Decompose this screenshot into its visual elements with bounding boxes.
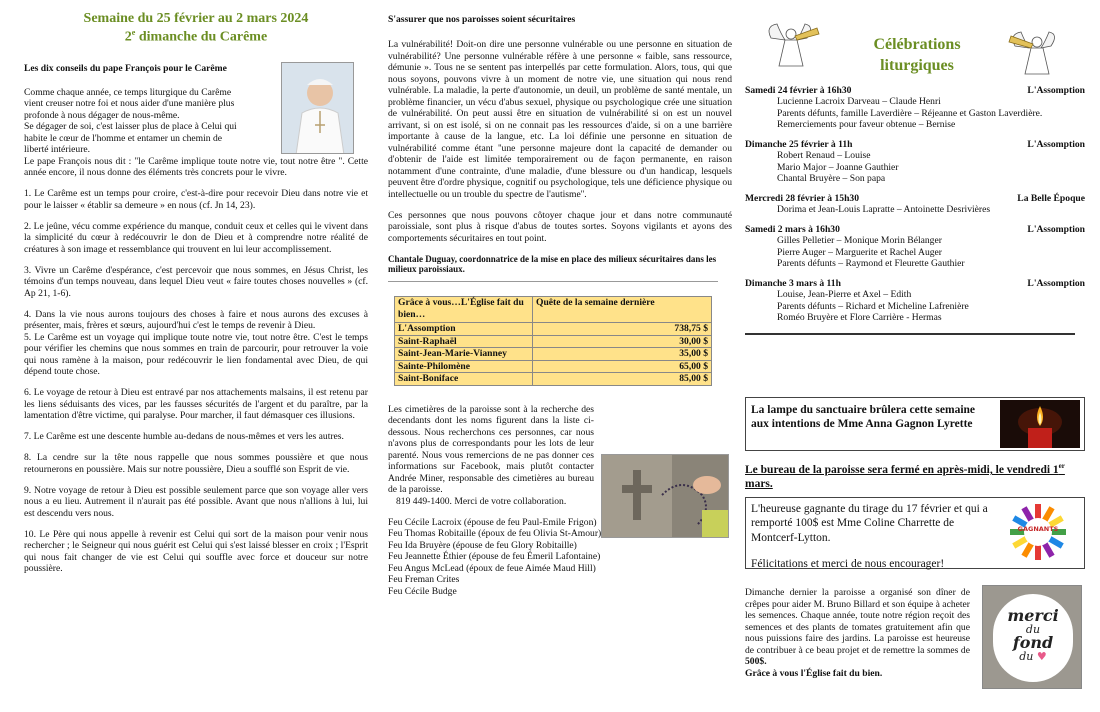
celebration-block: [745, 85, 1085, 131]
parish-name: Saint-Jean-Marie-Vianney: [395, 348, 533, 361]
sunday-title: 2e dimanche du Carême: [124, 28, 268, 45]
advice-7: 7. Le Carême est une descente humble au-dedans de nous-mêmes et vers les autres.: [24, 431, 344, 443]
celebration-place: L'Assomption: [1027, 84, 1085, 96]
parish-amount: 35,00 $: [533, 348, 712, 361]
advice-3: 3. Vivre un Carême d'espérance, c'est percevoir que nous sommes, en Jésus Christ, les témoins d'un temps nouveau, dans lequel Dieu veut « faire toutes choses nouvelles » (cf. Ap 21, 1-6).: [24, 264, 368, 299]
column-security-collection: [388, 0, 732, 712]
cemetery-phone: 819 449-1400. Merci de votre collaboration.: [396, 495, 567, 507]
celebration-block: [745, 278, 1085, 324]
celebration-date: Mercredi 28 février à 15h30: [745, 192, 860, 204]
winners-badge: [1006, 504, 1070, 560]
divider: [745, 333, 1075, 335]
celebration-date: Dimanche 3 mars à 11h: [745, 277, 841, 289]
candle-photo: [1000, 400, 1080, 448]
table-row: [395, 373, 712, 386]
advice-6: 6. Le voyage de retour à Dieu est entravé par nos attachements malsains, il est retenu par les liens séduisants des vices, par les fausses sécurités de l'argent et du paraître, par la lamentation d'être victime, qui paralyse. Pour marcher, il faut démasquer ces illusions.: [24, 387, 368, 422]
winner-text: L'heureuse gagnante du tirage du 17 février et qui a remporté 100$ est Mme Coline Charrette de Montcerf-Lytton.: [751, 503, 988, 544]
advice-9: 9. Notre voyage de retour à Dieu est possible seulement parce que son voyage aller vers nous a eu lieu. Autrement il n'aurait pas été possible. Avant que nous n'allions à lui, lui est descendu vers nous.: [24, 484, 368, 519]
cemetery-text: Les cimetières de la paroisse sont à la recherche des decendants dont les noms figurent dans la liste ci-dessous. Nous recherchons ces personnes, car nous n'avons plus de correspondants pour les lots de leur parenté. Nous vous remercions de ne pas donner ces informations sur Facebook, mais plutôt contacter Andrée Miner, responsable des cimetières au bureau de la paroisse.: [388, 403, 594, 496]
rosary-photo: [601, 454, 729, 538]
winner-congrats: Félicitations et merci de nous encourager!: [751, 558, 945, 571]
dinner-text: Dimanche dernier la paroisse a organisé son dîner de crêpes pour aider M. Bruno Billard et son équipe à acheter les semences. Chaque année, toute notre région reçoit des semences et des plants de tomates gratuitement afin que nous puissions faire des jardins. La paroisse est heureuse de contribuer à ce beau projet et de remettre la sommes de 500$.: [745, 587, 970, 667]
parish-amount: 738,75 $: [533, 323, 712, 336]
security-heading: S'assurer que nos paroisses soient sécuritaires: [388, 14, 576, 25]
gagnants-label: GAGNANTS: [1017, 525, 1059, 533]
crepe-dinner-notice: [745, 587, 970, 679]
parish-amount: 65,00 $: [533, 360, 712, 373]
office-closure-notice: Le bureau de la paroisse sera fermé en après-midi, le vendredi 1er mars.: [745, 462, 1065, 491]
security-signature: Chantale Duguay, coordonnatrice de la mise en place des milieux sécuritaires dans les milieux paroissiaux.: [388, 253, 717, 275]
celebration-place: L'Assomption: [1027, 138, 1085, 150]
angel-trumpet-icon: [763, 20, 821, 76]
celebrations-list: [745, 85, 1085, 324]
celebration-place: L'Assomption: [1027, 223, 1085, 235]
advice-1: 1. Le Carême est un temps pour croire, c'est-à-dire pour recevoir Dieu dans notre vie et pour le laisser « établir sa demeure » en nous (cf. Jn 14, 23).: [24, 188, 368, 211]
table-row: [395, 360, 712, 373]
parish-amount: 30,00 $: [533, 335, 712, 348]
list-item: Louise, Jean-Pierre et Axel – Edith: [777, 289, 912, 301]
celebration-block: [745, 139, 1085, 185]
parish-name: Sainte-Philomène: [395, 360, 533, 373]
advice-2: 2. Le jeûne, vécu comme expérience du manque, conduit ceux et celles qui le vivent dans la simplicité du cœur à redécouvrir le don de Dieu et à comprendre notre réalité de créatures à son image et ressemblance qui trouvent en lui leur accomplissement.: [24, 220, 368, 255]
celebration-date: Samedi 24 février à 16h30: [745, 84, 852, 96]
list-item: Robert Renaud – Louise: [777, 150, 871, 162]
pope-photo: [281, 62, 354, 154]
list-item: Feu Angus McLead (époux de feue Aimée Maud Hill): [388, 562, 596, 574]
week-title: Semaine du 25 février au 2 mars 2024 2e dimanche du Carême: [24, 10, 368, 47]
celebration-date: Samedi 2 mars à 16h30: [745, 223, 840, 235]
list-item: Parents défunts – Raymond et Fleurette Gauthier: [777, 258, 965, 270]
list-item: Feu Thomas Robitaille (époux de feu Olivia St-Amour): [388, 528, 602, 540]
table-row: [395, 335, 712, 348]
table-header-row: [395, 297, 712, 323]
celebration-block: [745, 224, 1085, 270]
list-item: Feu Jeannette Éthier (épouse de feu Émeril Lafontaine): [388, 551, 601, 563]
list-item: Gilles Pelletier – Monique Morin Bélanger: [777, 235, 942, 247]
table-header-left: Grâce à vous…L'Église fait du bien…: [395, 297, 533, 323]
parish-amount: 85,00 $: [533, 373, 712, 386]
security-text: La vulnérabilité! Doit-on dire une personne vulnérable ou une personne en situation de vulnérabilité? Une personne vulnérable réfère à une personne « faible, sans ressource, démunie ». Tous ne se sentent pas interpellés par cette formulation. Alors, tous, qui que nous soyons, pouvons vivre à un moment de notre vie, une situation qui nous rend vulnérable. La maladie, la perte d'autonomie, un deuil, un problème de santé mentale, un problème financier, un vécu d'abus sexuel, physique ou psychologique crée une situation de vulnérabilité. On peut aussi être en situation de vulnérabilité si on est un nouvel arrivant, si on est isolé, si on ne connait pas les ressources d'aide, si on a une barrière importante à cause de la langue, etc. La loi définie une personne en situation de vulnérabilité comme étant ''une personne majeure dont la capacité de demander ou d'obtenir de l'aide est limitée temporairement ou de façon permanente, en raison notamment d'une contrainte, d'une maladie, d'une blessure ou d'un handicap, lesquels peuvent être d'ordre physique, cognitif ou psychologique, tels une déficience physique ou intellectuelle ou un trouble du spectre de l'autisme''.: [388, 39, 732, 200]
lamp-text: La lampe du sanctuaire brûlera cette semaine aux intentions de Mme Anna Gagnon Lyrette: [751, 404, 976, 431]
section-heading: Les dix conseils du pape François pour le Carême: [24, 63, 227, 75]
parish-name: Saint-Raphaël: [395, 335, 533, 348]
column-celebrations: [745, 0, 1085, 712]
pope-quote: Le pape François nous dit : "le Carême implique toute notre vie, tout notre être ". Cette année encore, il nous donne des éléments très concrets pour le vivre.: [24, 155, 368, 179]
celebration-place: La Belle Époque: [1017, 192, 1085, 204]
list-item: Pierre Auger – Marguerite et Rachel Auger: [777, 246, 942, 258]
table-row: [395, 348, 712, 361]
heart-icon: ♥: [1036, 650, 1047, 663]
list-item: Feu Cécile Budge: [388, 585, 457, 597]
celebrations-title: Célébrations liturgiques: [873, 36, 961, 74]
list-item: Parents défunts – Richard et Micheline Lafrenière: [777, 300, 969, 312]
advice-4: 4. Dans la vie nous aurons toujours des choses à faire et nous aurons des excuses à présenter, mais, frères et sœurs, aujourd'hui c'est le temps de revenir à Dieu.: [24, 308, 368, 332]
intro-text: Comme chaque année, ce temps liturgique du Carême vient creuser notre foi et nous aider d'une manière plus profonde à nous dégager de nous-même. Se dégager de soi, c'est laisser plus de place à Celui qui habite le cœur de l'homme et entamer un chemin de liberté intérieure.: [24, 86, 237, 156]
list-item: Feu Ida Bruyère (épouse de feu Glory Robitaille): [388, 539, 577, 551]
list-item: Chantal Bruyère – Son papa: [777, 173, 886, 185]
draw-winner-box: [745, 497, 1085, 569]
table-row: [395, 323, 712, 336]
advice-5: 5. Le Carême est un voyage qui implique toute notre vie, tout notre être. C'est le temps pour vérifier les chemins que nous sommes en train de parcourir, pour retrouver la voie qui nous ramène à la maison, pour redécouvrir le lien fondamental avec Dieu, de qui dépend toute chose.: [24, 331, 368, 378]
list-item: Remerciements pour faveur obtenue – Bernise: [777, 119, 956, 131]
merci-image: [982, 585, 1082, 689]
list-item: Lucienne Lacroix Darveau – Claude Henri: [777, 96, 941, 108]
celebration-block: [745, 193, 1085, 216]
parish-name: L'Assomption: [395, 323, 533, 336]
dinner-closing: Grâce à vous l'Église fait du bien.: [745, 667, 883, 679]
list-item: Dorima et Jean-Louis Lapratte – Antoinette Desrivières: [777, 204, 991, 216]
angel-trumpet-icon: [1007, 28, 1065, 84]
celebration-date: Dimanche 25 février à 11h: [745, 138, 853, 150]
list-item: Feu Cécile Lacroix (épouse de feu Paul-Emile Frigon): [388, 516, 597, 528]
parish-name: Saint-Boniface: [395, 373, 533, 386]
security-text-2: Ces personnes que nous pouvons côtoyer chaque jour et dans notre communauté paroissiale, sont plus à risque d'abus de toutes sortes. Soyons vigilants et ayons des comportements sécuritaires en tout point.: [388, 209, 732, 244]
sanctuary-lamp-box: [745, 397, 1085, 451]
celebration-place: L'Assomption: [1027, 277, 1085, 289]
list-item: Parents défunts, famille Laverdière – Réjeanne et Gaston Laverdière.: [777, 107, 1043, 119]
collection-table: [394, 296, 712, 386]
advice-10: 10. Le Père qui nous appelle à revenir est Celui qui sort de la maison pour venir nous rechercher ; le Seigneur qui nous guérit est Celui qui s'est laissé blesser en croix ; l'Esprit qui nous fait changer de vie est Celui qui souffle avec force et douceur sur notre poussière.: [24, 528, 368, 575]
merci-card: merci du fond du ♥: [993, 594, 1073, 682]
divider: [388, 281, 718, 282]
table-header-right: Quête de la semaine dernière: [533, 297, 712, 323]
advice-8: 8. La cendre sur la tête nous rappelle que nous sommes poussière et que nous retournerons en poussière. Mais sur notre poussière, Dieu a soufflé son Esprit de vie.: [24, 452, 368, 475]
list-item: Feu Freman Crites: [388, 574, 460, 586]
list-item: Roméo Bruyère et Flore Carrière - Hermas: [777, 312, 942, 324]
list-item: Mario Major – Joanne Gauthier: [777, 161, 899, 173]
column-lent-advice: [24, 0, 368, 712]
